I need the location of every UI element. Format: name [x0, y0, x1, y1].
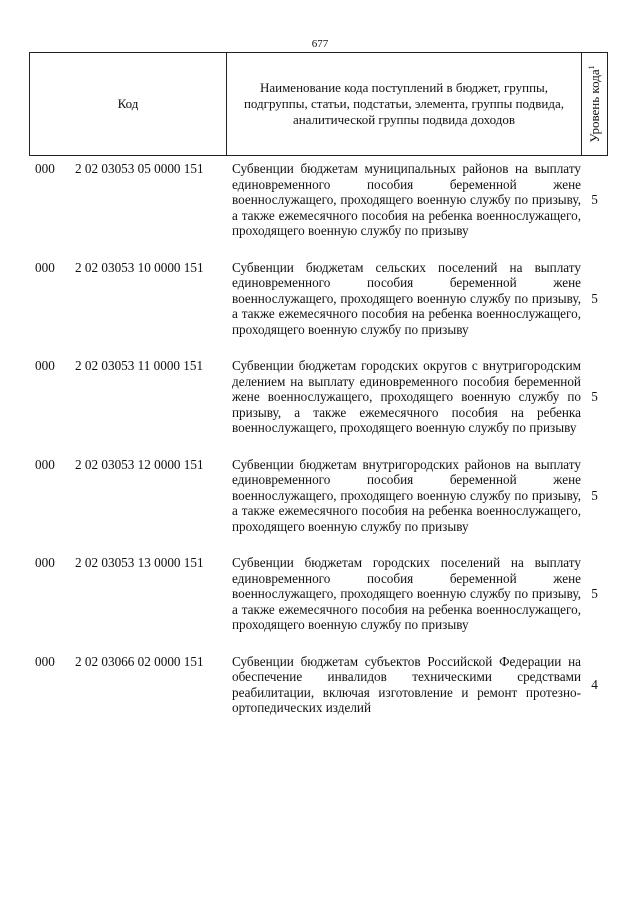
- admin-code: 000: [35, 161, 55, 176]
- code-level: 5: [591, 389, 598, 404]
- header-level-text: [586, 65, 602, 142]
- revenue-code: 2 02 03053 05 0000 151: [75, 161, 204, 176]
- revenue-code: 2 02 03053 12 0000 151: [75, 456, 204, 472]
- header-level-footnote: 1: [586, 65, 596, 70]
- header-code: Код: [30, 53, 227, 155]
- admin-code: 000: [35, 259, 55, 275]
- revenue-name: Субвенции бюджетам городских округов с внутригородским делением на выплату единовременного пособия беременной жене военнослужащего, проходящего военную службу по призыву, а также ежемесячного пособия на ребенка военнослужащего, проходящего военную службу по призыву: [232, 358, 581, 435]
- table-row: [35, 161, 608, 239]
- code-level: 5: [591, 192, 598, 207]
- table-row: [35, 457, 608, 535]
- code-level: 5: [591, 487, 598, 503]
- revenue-code: 2 02 03066 02 0000 151: [75, 653, 204, 669]
- revenue-name: Субвенции бюджетам муниципальных районов на выплату единовременного пособия беременной жене военнослужащего, проходящего военную службу по призыву, а также ежемесячного пособия на ребенка военнослужащего, проходящего военную службу по призыву: [232, 161, 581, 238]
- revenue-code: 2 02 03053 13 0000 151: [75, 555, 204, 570]
- code-level: 5: [591, 586, 598, 601]
- revenue-name: Субвенции бюджетам городских поселений на выплату единовременного пособия беременной жене военнослужащего, проходящего военную службу по призыву, а также ежемесячного пособия на ребенка военнослужащего, проходящего военную службу по призыву: [232, 555, 581, 632]
- code-level: 4: [591, 676, 598, 692]
- admin-code: 000: [35, 653, 55, 669]
- revenue-name: Субвенции бюджетам сельских поселений на выплату единовременного пособия беременной жене военнослужащего, проходящего военную службу по призыву, а также ежемесячного пособия на ребенка военнослужащего, проходящего военную службу по призыву: [232, 259, 581, 337]
- table-row: [35, 555, 608, 633]
- admin-code: 000: [35, 358, 55, 373]
- admin-code: 000: [35, 555, 55, 570]
- header-level: [582, 53, 607, 155]
- header-level-label: Уровень кода: [586, 69, 602, 143]
- admin-code: 000: [35, 456, 55, 472]
- page-number: 677: [311, 38, 329, 50]
- table-header: [29, 52, 608, 156]
- header-name: Наименование кода поступлений в бюджет, группы, подгруппы, статьи, подстатьи, элемента, группы подвида, аналитической группы подвида доходов: [227, 53, 582, 155]
- revenue-code: 2 02 03053 10 0000 151: [75, 259, 204, 275]
- code-level: 5: [591, 290, 598, 306]
- table-row: [35, 654, 608, 716]
- revenue-code: 2 02 03053 11 0000 151: [75, 358, 204, 373]
- revenue-name: Субвенции бюджетам субъектов Российской Федерации на обеспечение инвалидов техническими средствами реабилитации, включая изготовление и ремонт протезно-ортопедических изделий: [232, 653, 581, 715]
- table-row: [35, 358, 608, 436]
- revenue-name: Субвенции бюджетам внутригородских районов на выплату единовременного пособия беременной жене военнослужащего, проходящего военную службу по призыву, а также ежемесячного пособия на ребенка военнослужащего, проходящего военную службу по призыву: [232, 456, 581, 534]
- table-row: [35, 260, 608, 338]
- table-body: [35, 161, 608, 716]
